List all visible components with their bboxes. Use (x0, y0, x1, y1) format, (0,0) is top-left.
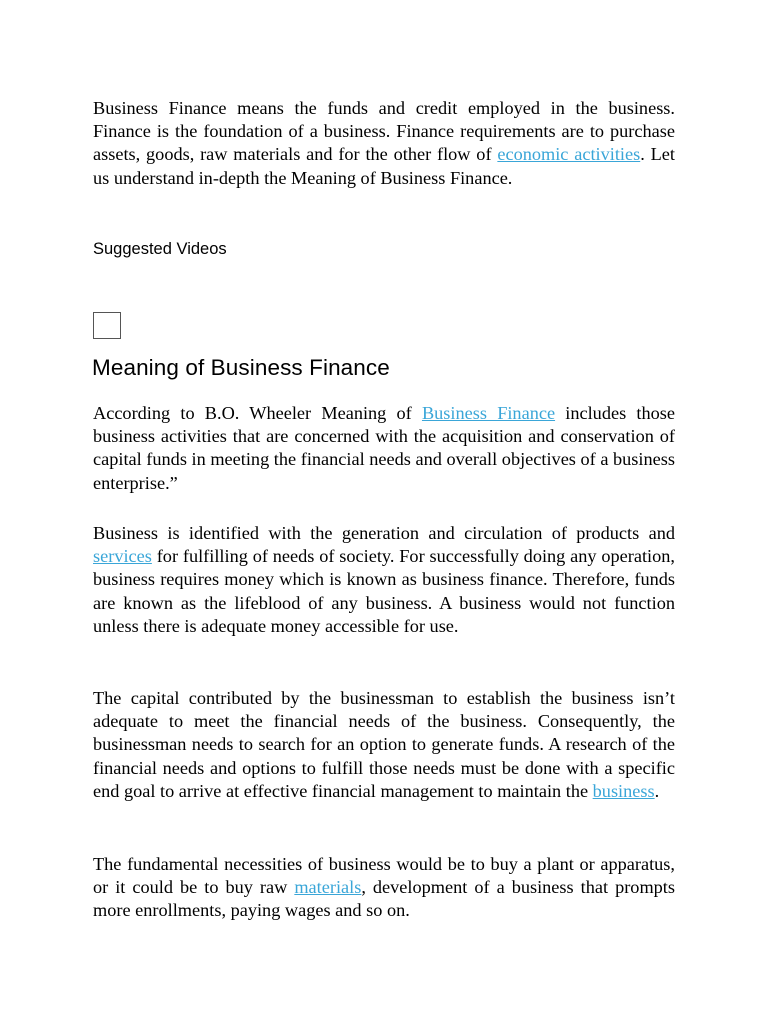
capital-text-end: . (654, 780, 660, 801)
necessities-text-start: The fundamental necessities of business would be to buy a plant or apparatus, or it could be to buy raw (93, 854, 675, 898)
capital-paragraph (93, 687, 675, 803)
intro-text-end: . Let us understand in-depth the Meaning of Business Finance. (93, 144, 675, 188)
business-link[interactable]: business (592, 780, 655, 801)
materials-link[interactable]: materials (294, 877, 362, 898)
wheeler-text-end: includes those business activities that are concerned with the acquisition and conservation of capital funds in meeting the financial needs and overall objectives of a business enterprise.” (93, 403, 675, 493)
economic-activities-link[interactable]: economic activities (497, 144, 641, 165)
services-link[interactable]: services (93, 546, 152, 567)
intro-text-start: Business Finance means the funds and credit employed in the business. Finance is the foundation of a business. Finance requirements are to purchase assets, goods, raw materials and for the other flow of (93, 98, 675, 165)
capital-text-start: The capital contributed by the businessman to establish the business isn’t adequate to meet the financial needs of the business. Consequently, the businessman needs to search for an option to generate funds. A research of the financial needs and options to fulfill those needs must be done with a specific end goal to arrive at effective financial management to maintain the (93, 688, 675, 801)
intro-paragraph (93, 97, 675, 190)
necessities-text-end: , development of a business that prompts more enrollments, paying wages and so on. (93, 877, 675, 921)
necessities-paragraph (93, 853, 675, 923)
services-text-start: Business is identified with the generation and circulation of products and (93, 523, 675, 543)
business-finance-link[interactable]: Business Finance (421, 403, 556, 423)
business-services-paragraph (93, 522, 675, 638)
section-heading: Meaning of Business Finance (92, 355, 390, 380)
services-text-end: for fulfilling of needs of society. For successfully doing any operation, business requires money which is known as business finance. Therefore, funds are known as the lifeblood of any business. A business would not function unless there is adequate money accessible for use. (93, 546, 675, 636)
wheeler-paragraph (93, 402, 675, 495)
video-thumbnail-placeholder[interactable] (93, 312, 121, 339)
suggested-videos-label: Suggested Videos (93, 240, 227, 258)
wheeler-text-start: According to B.O. Wheeler Meaning of (93, 403, 422, 423)
